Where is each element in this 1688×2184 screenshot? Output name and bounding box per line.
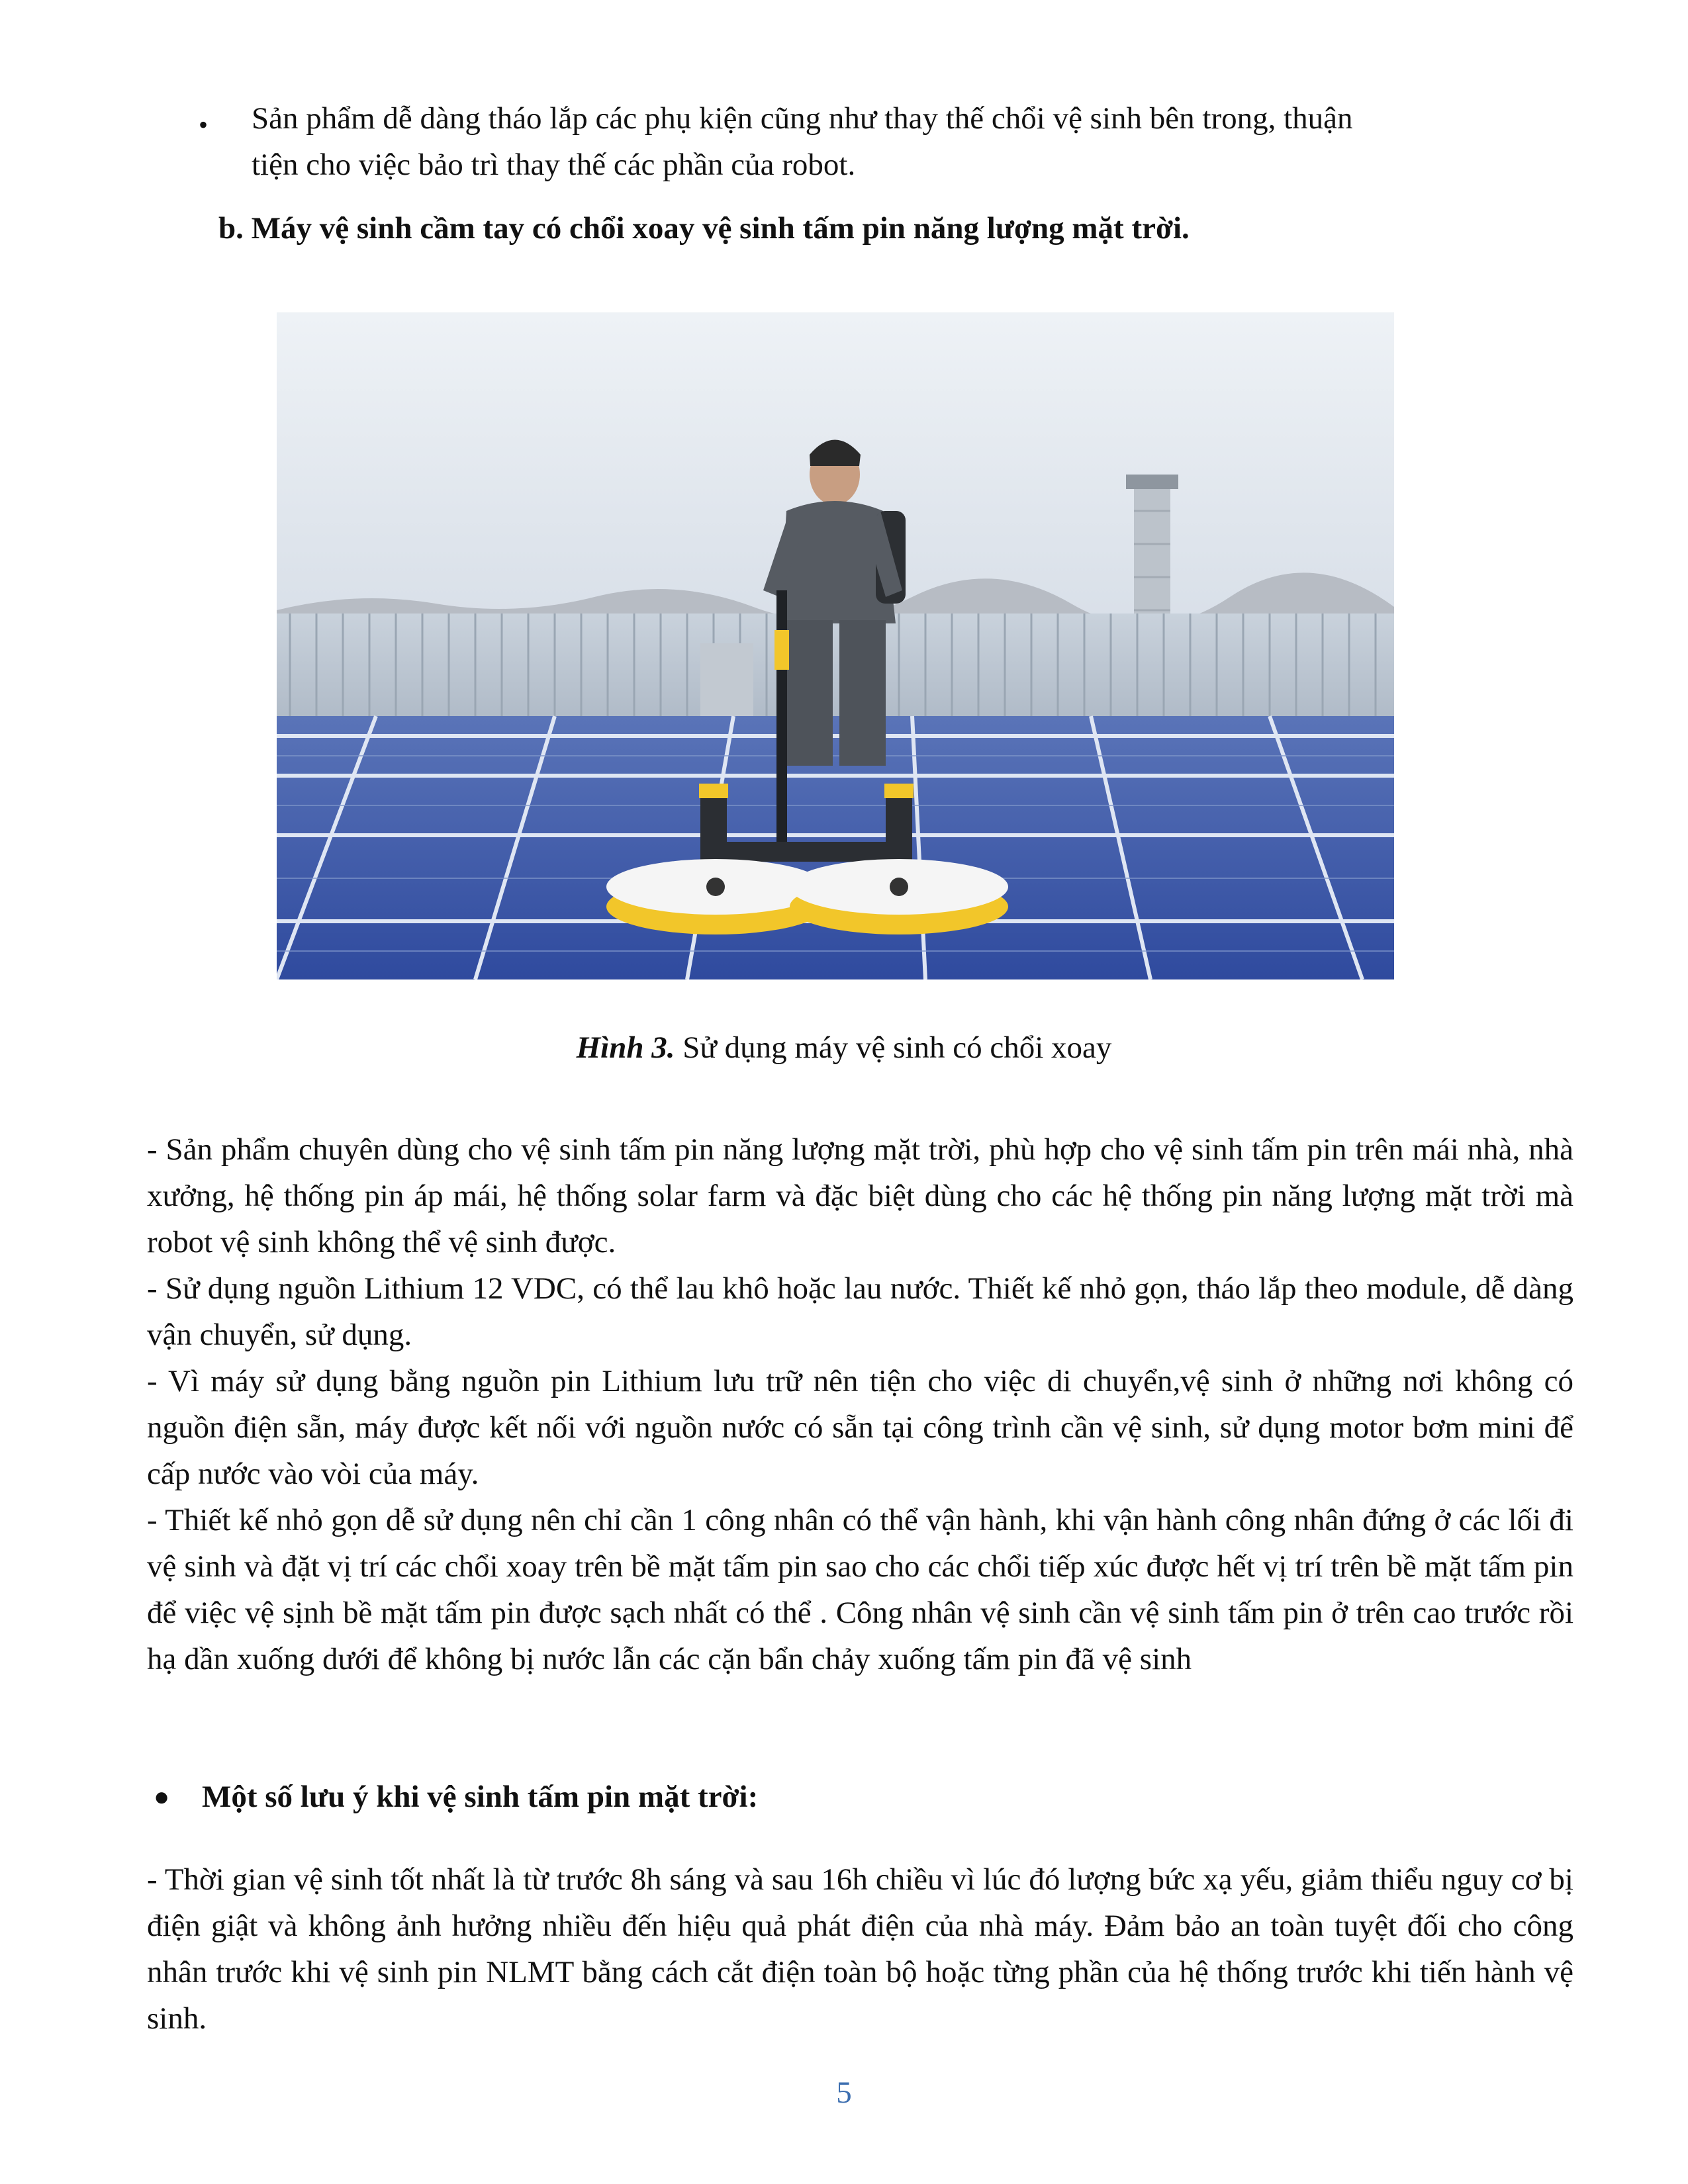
page-number: 5 <box>836 2075 852 2110</box>
paragraph-2: - Sử dụng nguồn Lithium 12 VDC, có thể lau khô hoặc lau nước. Thiết kế nhỏ gọn, tháo lắp theo module, dễ dàng vận chuyển, sử dụng. <box>147 1271 1573 1352</box>
bullet-text-line-2: tiện cho việc bảo trì thay thế các phần của robot. <box>252 148 856 182</box>
bullet-text-line-1: Sản phẩm dễ dàng tháo lắp các phụ kiện cũng như thay thế chổi vệ sinh bên trong, thuận <box>252 101 1353 136</box>
figure-caption-text: Sử dụng máy vệ sinh có chổi xoay <box>675 1030 1112 1065</box>
notes-paragraph <box>147 1856 1573 2042</box>
bullet-dot: • <box>199 110 209 140</box>
section-heading: b. Máy vệ sinh cầm tay có chổi xoay vệ sinh tấm pin năng lượng mặt trời. <box>218 211 1190 246</box>
notes-bullet-dot: ● <box>154 1782 170 1811</box>
paragraph-4: - Thiết kế nhỏ gọn dễ sử dụng nên chỉ cần 1 công nhân có thể vận hành, khi vận hành công nhân đứng ở các lối đi vệ sinh và đặt vị trí các chổi xoay trên bề mặt tấm pin sao cho các chổi tiếp xúc được hết vị trí trên bề mặt tấm pin để việc vệ sịnh bề mặt tấm pin được sạch nhất có thể . Công nhân vệ sinh cần vệ sinh tấm pin ở trên cao trước rồi hạ dần xuống dưới để không bị nước lẫn các cặn bẩn chảy xuống tấm pin đã vệ sinh <box>147 1503 1573 1676</box>
figure-photo <box>277 312 1394 979</box>
figure-label: Hình 3. <box>576 1030 675 1065</box>
figure-caption <box>0 1024 1688 1071</box>
paragraph-3: - Vì máy sử dụng bằng nguồn pin Lithium lưu trữ nên tiện cho việc di chuyển,vệ sinh ở những nơi không có nguồn điện sẵn, máy được kết nối với nguồn nước có sẵn tại công trình cần vệ sinh, sử dụng motor bơm mini để cấp nước vào vòi của máy. <box>147 1364 1573 1491</box>
notes-heading: Một số lưu ý khi vệ sinh tấm pin mặt trời: <box>202 1780 759 1814</box>
body-paragraphs <box>147 1126 1573 1682</box>
paragraph-1: - Sản phẩm chuyên dùng cho vệ sinh tấm pin năng lượng mặt trời, phù hợp cho vệ sinh tấm pin trên mái nhà, nhà xưởng, hệ thống pin áp mái, hệ thống solar farm và đặc biệt dùng cho các hệ thống pin năng lượng mặt trời mà robot vệ sinh không thể vệ sinh được. <box>147 1132 1573 1259</box>
notes-paragraph-text: - Thời gian vệ sinh tốt nhất là từ trước 8h sáng và sau 16h chiều vì lúc đó lượng bức xạ yếu, giảm thiểu nguy cơ bị điện giật và không ảnh hưởng nhiều đến hiệu quả phát điện của nhà máy. Đảm bảo an toàn tuyệt đối cho công nhân trước khi vệ sinh pin NLMT bằng cách cắt điện toàn bộ hoặc từng phần của hệ thống trước khi tiến hành vệ sinh. <box>147 1862 1573 2036</box>
